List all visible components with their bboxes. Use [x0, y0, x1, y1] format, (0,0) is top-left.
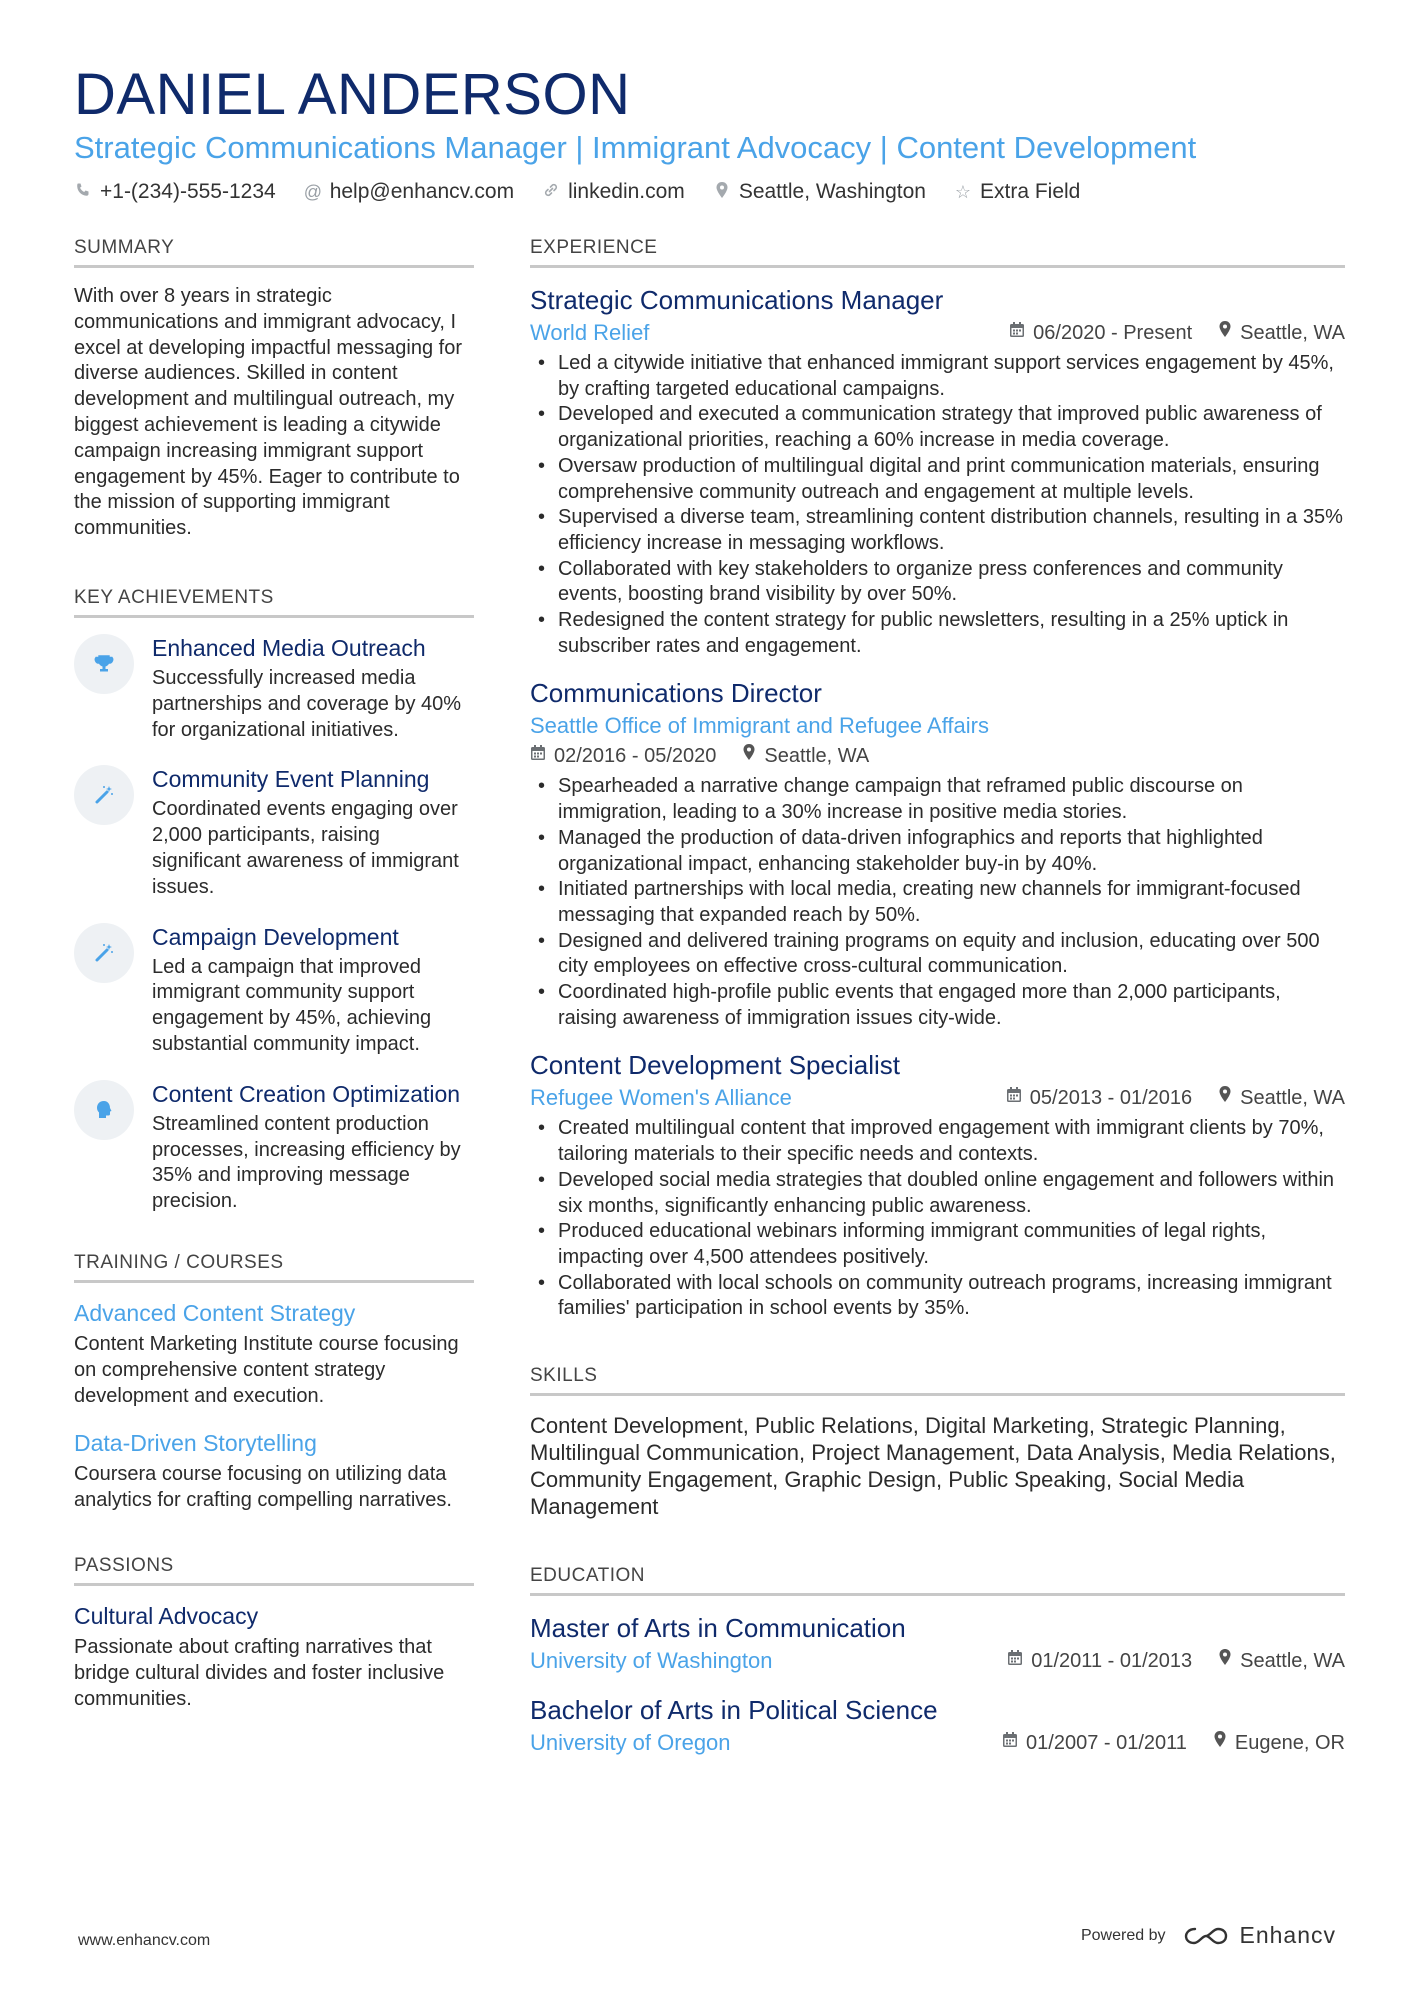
training-heading: TRAINING / COURSES	[74, 1251, 474, 1283]
education-meta	[530, 1646, 1345, 1676]
achievement-text: Led a campaign that improved immigrant community support engagement by 45%, achieving substantial community impact.	[152, 955, 432, 1055]
contact-bar	[74, 180, 1354, 204]
location-text: Eugene, OR	[1234, 1732, 1345, 1755]
education-dates	[1007, 1646, 1192, 1676]
job-location	[1218, 318, 1345, 348]
job-dates	[1006, 1083, 1192, 1113]
bullet-item: • Collaborated with key stakeholders to organize press conferences and community events, boosting brand visibility by over 50%.	[530, 557, 1345, 608]
trophy-icon	[74, 634, 134, 694]
company-name: Seattle Office of Immigrant and Refugee Affairs	[530, 713, 989, 739]
phone-text: +1-(234)-555-1234	[100, 180, 276, 203]
achievement-body	[152, 634, 474, 743]
course-title: Advanced Content Strategy	[74, 1299, 356, 1326]
passion-title: Cultural Advocacy	[74, 1602, 259, 1629]
achievement-text: Successfully increased media partnerships and coverage by 40% for organizational initiatives.	[152, 666, 462, 741]
dates-text: 05/2013 - 01/2016	[1029, 1087, 1193, 1110]
company-name: World Relief	[530, 320, 650, 345]
education-location	[1218, 1646, 1345, 1676]
skills-text: Content Development, Public Relations, Digital Marketing, Strategic Planning, Multilingual Communication, Project Management, Data Analysis, Media Relations, Community Engagement, Graphic Design, Public Speaking, Social Media Management	[530, 1413, 1336, 1520]
footer-website[interactable]: www.enhancv.com	[78, 1932, 211, 1949]
location-text: Seattle, WA	[1240, 1087, 1345, 1110]
education-meta	[530, 1728, 1345, 1758]
dates-text: 01/2011 - 01/2013	[1031, 1650, 1193, 1673]
summary-section	[74, 236, 474, 542]
job-meta	[530, 1083, 1345, 1113]
bullet-item: • Spearheaded a narrative change campaign that reframed public discourse on immigration, leading to a 30% increase in positive media stories.	[530, 774, 1345, 825]
education-entry	[530, 1612, 1345, 1676]
job-bullets	[530, 774, 1345, 1031]
map-pin-icon	[713, 181, 731, 204]
at-icon: @	[303, 181, 322, 202]
achievement-text: Coordinated events engaging over 2,000 participants, raising significant awareness of immigrant issues.	[152, 798, 459, 898]
extra-text: Extra Field	[979, 180, 1081, 203]
calendar-icon	[1006, 1083, 1022, 1113]
location-text: Seattle, WA	[1240, 1650, 1345, 1673]
achievement-title: Campaign Development	[152, 923, 399, 950]
job-meta	[530, 741, 1345, 771]
enhancv-logo[interactable]	[1183, 1922, 1336, 1949]
achievement-item	[74, 634, 474, 743]
achievement-item	[74, 765, 474, 900]
head-icon	[74, 1080, 134, 1140]
bullet-item: • Designed and delivered training programs on equity and inclusion, educating over 500 city employees on effective cross-cultural communication.	[530, 929, 1345, 980]
resume-header	[74, 62, 1354, 204]
calendar-icon	[1009, 318, 1025, 348]
skills-heading: SKILLS	[530, 1364, 1345, 1396]
summary-text: With over 8 years in strategic communications and immigrant advocacy, I excel at developing impactful messaging for diverse audiences. Skilled in content development and multilingual outreach, my biggest achievement is leading a citywide campaign increasing immigrant support engagement by 45%. Eager to contribute to the mission of supporting immigrant communities.	[74, 285, 462, 540]
location-text: Seattle, WA	[1240, 322, 1345, 344]
achievement-body	[152, 1080, 474, 1215]
degree-title: Bachelor of Arts in Political Science	[530, 1695, 938, 1726]
right-column	[530, 236, 1345, 1772]
bullet-item: • Created multilingual content that improved engagement with immigrant clients by 70%, tailoring materials to their specific needs and contexts.	[530, 1116, 1345, 1167]
education-entry	[530, 1694, 1345, 1758]
job-entry	[530, 677, 1345, 1031]
link-icon	[542, 182, 560, 203]
experience-section	[530, 236, 1345, 1322]
passion-item	[74, 1602, 474, 1712]
job-bullets	[530, 351, 1345, 659]
passions-heading: PASSIONS	[74, 1554, 474, 1586]
course-item	[74, 1429, 474, 1514]
degree-title: Master of Arts in Communication	[530, 1613, 906, 1644]
calendar-icon	[1002, 1728, 1018, 1758]
job-title: Content Development Specialist	[530, 1050, 900, 1081]
location-text: Seattle, WA	[764, 745, 870, 768]
bullet-item: • Redesigned the content strategy for public newsletters, resulting in a 25% uptick in subscriber rates and engagement.	[530, 608, 1345, 659]
course-text: Content Marketing Institute course focusing on comprehensive content strategy development and execution.	[74, 1332, 459, 1407]
calendar-icon	[1007, 1646, 1023, 1676]
achievement-item	[74, 1080, 474, 1215]
achievement-item	[74, 923, 474, 1058]
education-heading: EDUCATION	[530, 1564, 1345, 1596]
education-section	[530, 1564, 1345, 1758]
linkedin-text: linkedin.com	[568, 180, 685, 203]
achievements-section	[74, 586, 474, 1215]
contact-linkedin[interactable]	[542, 180, 685, 204]
powered-by-text: Powered by	[1080, 1926, 1166, 1944]
star-icon: ☆	[954, 181, 972, 202]
brand-name: Enhancv	[1239, 1922, 1336, 1948]
dates-text: 02/2016 - 05/2020	[554, 745, 717, 768]
contact-phone[interactable]	[74, 180, 276, 204]
job-title: Strategic Communications Manager	[530, 285, 944, 315]
bullet-item: • Managed the production of data-driven infographics and reports that highlighted organizational impact, enhancing stakeholder buy-in by 40%.	[530, 826, 1345, 877]
bullet-item: • Coordinated high-profile public events that engaged more than 2,000 participants, raising awareness of immigration issues city-wide.	[530, 980, 1345, 1031]
achievement-title: Enhanced Media Outreach	[152, 634, 426, 661]
achievement-title: Community Event Planning	[152, 766, 430, 793]
skills-section	[530, 1364, 1345, 1520]
achievement-body	[152, 765, 474, 900]
job-meta-right	[1006, 1083, 1345, 1113]
passion-text: Passionate about crafting narratives that bridge cultural divides and foster inclusive communities.	[74, 1635, 445, 1710]
achievement-text: Streamlined content production processes, increasing efficiency by 35% and improving message precision.	[152, 1112, 461, 1213]
candidate-name: DANIEL ANDERSON	[74, 62, 631, 127]
bullet-item: • Collaborated with local schools on community outreach programs, increasing immigrant families' participation in school events by 35%.	[530, 1271, 1345, 1322]
school-name: University of Washington	[530, 1648, 773, 1674]
job-meta-right	[1009, 318, 1345, 348]
contact-location	[713, 180, 926, 204]
experience-heading: EXPERIENCE	[530, 236, 1345, 268]
education-location	[1213, 1728, 1345, 1758]
training-section	[74, 1251, 474, 1514]
course-item	[74, 1299, 474, 1409]
job-dates	[1009, 318, 1192, 348]
bullet-item: • Developed social media strategies that doubled online engagement and followers within six months, significantly enhancing public awareness.	[530, 1168, 1345, 1219]
map-pin-icon	[1218, 1083, 1232, 1113]
achievement-body	[152, 923, 474, 1058]
bullet-item: • Led a citywide initiative that enhanced immigrant support services engagement by 45%, by crafting targeted educational campaigns.	[530, 351, 1345, 402]
job-title: Communications Director	[530, 678, 822, 709]
achievement-title: Content Creation Optimization	[152, 1080, 461, 1107]
dates-text: 01/2007 - 01/2011	[1026, 1732, 1187, 1755]
course-text: Coursera course focusing on utilizing data analytics for crafting compelling narratives.	[74, 1463, 452, 1512]
email-text: help@enhancv.com	[329, 180, 515, 203]
school-name: University of Oregon	[530, 1730, 731, 1756]
education-dates	[1002, 1728, 1187, 1758]
job-dates	[530, 741, 716, 771]
summary-heading: SUMMARY	[74, 236, 474, 268]
left-column	[74, 236, 474, 1732]
magic-wand-icon	[74, 765, 134, 825]
bullet-item: • Oversaw production of multilingual digital and print communication materials, ensuring comprehensive community outreach and engagement at multiple levels.	[530, 454, 1345, 505]
job-entry	[530, 284, 1345, 659]
job-location	[1218, 1083, 1345, 1113]
job-bullets	[530, 1116, 1345, 1322]
phone-icon	[74, 182, 92, 203]
contact-email[interactable]	[304, 180, 514, 204]
job-entry	[530, 1049, 1345, 1322]
job-location	[742, 741, 869, 771]
map-pin-icon	[1218, 1646, 1232, 1676]
calendar-icon	[530, 741, 546, 771]
map-pin-icon	[1213, 1728, 1227, 1758]
dates-text: 06/2020 - Present	[1033, 322, 1193, 344]
location-text: Seattle, Washington	[738, 180, 926, 203]
infinity-logo-icon	[1183, 1924, 1229, 1948]
magic-wand-icon	[74, 923, 134, 983]
candidate-headline: Strategic Communications Manager | Immigrant Advocacy | Content Development	[74, 130, 1197, 165]
bullet-item: • Supervised a diverse team, streamlining content distribution channels, resulting in a 35% efficiency increase in messaging workflows.	[530, 505, 1345, 556]
achievements-heading: KEY ACHIEVEMENTS	[74, 586, 474, 618]
passions-section	[74, 1554, 474, 1712]
bullet-item: • Developed and executed a communication strategy that improved public awareness of organizational priorities, reaching a 60% increase in media coverage.	[530, 402, 1345, 453]
bullet-item: • Initiated partnerships with local media, creating new channels for immigrant-focused messaging that expanded reach by 50%.	[530, 877, 1345, 928]
course-title: Data-Driven Storytelling	[74, 1430, 317, 1457]
map-pin-icon	[742, 741, 756, 771]
contact-extra	[954, 180, 1080, 204]
education-meta-right	[1002, 1728, 1345, 1758]
job-meta	[530, 318, 1345, 348]
bullet-item: • Produced educational webinars informing immigrant communities of legal rights, impacting over 4,500 attendees positively.	[530, 1219, 1345, 1270]
map-pin-icon	[1218, 318, 1232, 348]
education-meta-right	[1007, 1646, 1345, 1676]
footer-branding	[1081, 1922, 1336, 1949]
company-name: Refugee Women's Alliance	[530, 1085, 792, 1111]
